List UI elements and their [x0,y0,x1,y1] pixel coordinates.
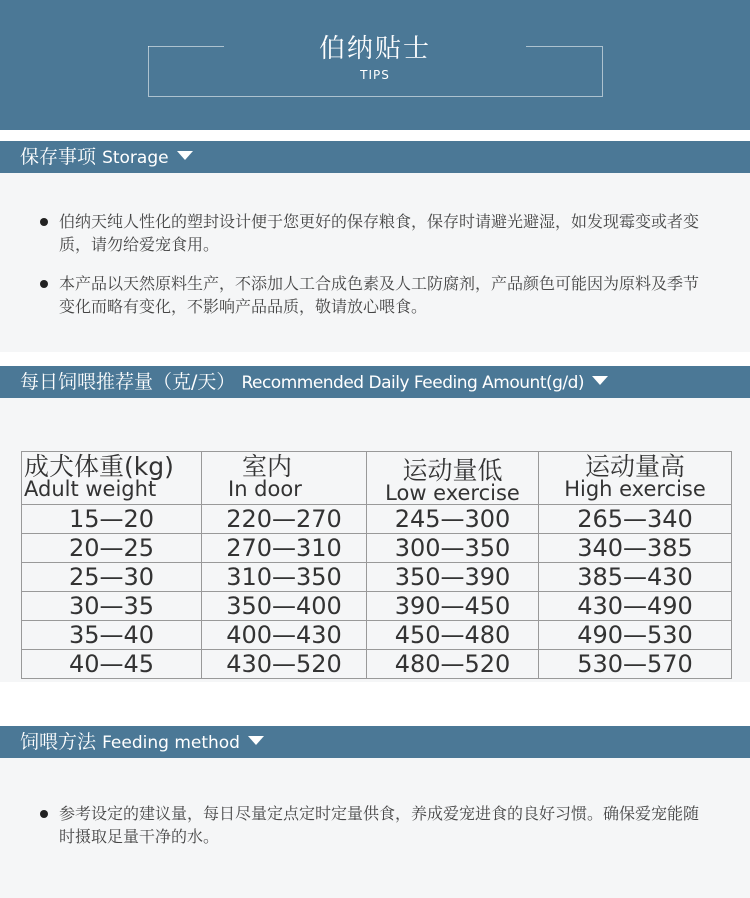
storage-heading [20,141,193,174]
table-cell: 430—490 [539,592,732,621]
column-header-cn: 成犬体重(kg) [24,452,174,481]
table-cell: 265—340 [539,505,732,534]
table-cell: 530—570 [539,650,732,679]
page-title: 伯纳贴士 [318,34,431,64]
table-cell: 15—20 [22,505,202,534]
chevron-down-icon[interactable] [177,151,193,160]
table-row [22,592,732,621]
table-cell: 350—390 [367,563,539,592]
daily-heading [20,366,608,399]
daily-heading-cn: 每日饲喂推荐量（克/天） [20,371,236,393]
page-subtitle: TIPS [360,68,390,82]
table-cell: 340—385 [539,534,732,563]
bullet-dot-icon [40,218,48,226]
table-cell: 30—35 [22,592,202,621]
storage-heading-cn: 保存事项 [20,146,97,168]
table-cell: 400—430 [202,621,367,650]
table-row [22,650,732,679]
table-cell: 270—310 [202,534,367,563]
table-cell: 20—25 [22,534,202,563]
column-header-en: Adult weight [24,477,157,501]
feeding-heading-cn: 饲喂方法 [20,731,97,753]
daily-heading-en: Recommended Daily Feeding Amount(g/d) [241,373,585,393]
column-header-indoor [202,452,367,505]
table-cell: 40—45 [22,650,202,679]
table-row [22,563,732,592]
table-row [22,534,732,563]
feeding-heading-en: Feeding method [102,733,240,753]
column-header-cn: 运动量低 [402,456,503,485]
storage-bullet-text: 伯纳天纯人性化的塑封设计便于您更好的保存粮食，保存时请避光避湿，如发现霉变或者变质，请勿给爱宠食用。 [59,212,700,254]
table-cell: 220—270 [202,505,367,534]
table-cell: 300—350 [367,534,539,563]
feeding-heading-bar[interactable] [0,726,750,758]
column-header-weight [22,452,202,505]
chevron-down-icon[interactable] [592,376,608,385]
table-body [22,505,732,679]
table-cell: 35—40 [22,621,202,650]
table-header-row [22,452,732,505]
storage-bullet-2 [40,272,700,318]
table-cell: 450—480 [367,621,539,650]
column-header-en: In door [228,477,302,501]
table-row [22,621,732,650]
storage-band [0,172,750,352]
storage-bullet-text: 本产品以天然原料生产，不添加人工合成色素及人工防腐剂，产品颜色可能因为原料及季节变化而略有变化，不影响产品品质，敬请放心喂食。 [59,274,700,316]
column-header-high-exercise [539,452,732,505]
column-header-en: Low exercise [385,481,520,505]
column-header-cn: 室内 [242,452,293,481]
table-cell: 490—530 [539,621,732,650]
column-header-cn: 运动量高 [584,452,685,481]
feeding-heading [20,726,264,759]
table-cell: 25—30 [22,563,202,592]
table-cell: 310—350 [202,563,367,592]
table-row [22,505,732,534]
column-header-low-exercise [367,452,539,505]
feeding-bullet-1 [40,802,700,848]
table-cell: 245—300 [367,505,539,534]
daily-heading-bar[interactable] [0,366,750,398]
storage-bullet-1 [40,210,700,256]
storage-heading-bar[interactable] [0,141,750,173]
table-cell: 390—450 [367,592,539,621]
chevron-down-icon[interactable] [248,736,264,745]
storage-heading-en: Storage [102,148,169,168]
bullet-dot-icon [40,810,48,818]
bullet-dot-icon [40,280,48,288]
table-cell: 480—520 [367,650,539,679]
tips-header [0,0,750,130]
feeding-bullet-text: 参考设定的建议量，每日尽量定点定时定量供食，养成爱宠进食的良好习惯。确保爱宠能随时摄取足量干净的水。 [59,804,700,846]
table-cell: 430—520 [202,650,367,679]
column-header-en: High exercise [564,477,706,501]
table-cell: 350—400 [202,592,367,621]
table-cell: 385—430 [539,563,732,592]
feeding-amount-table [21,451,732,679]
